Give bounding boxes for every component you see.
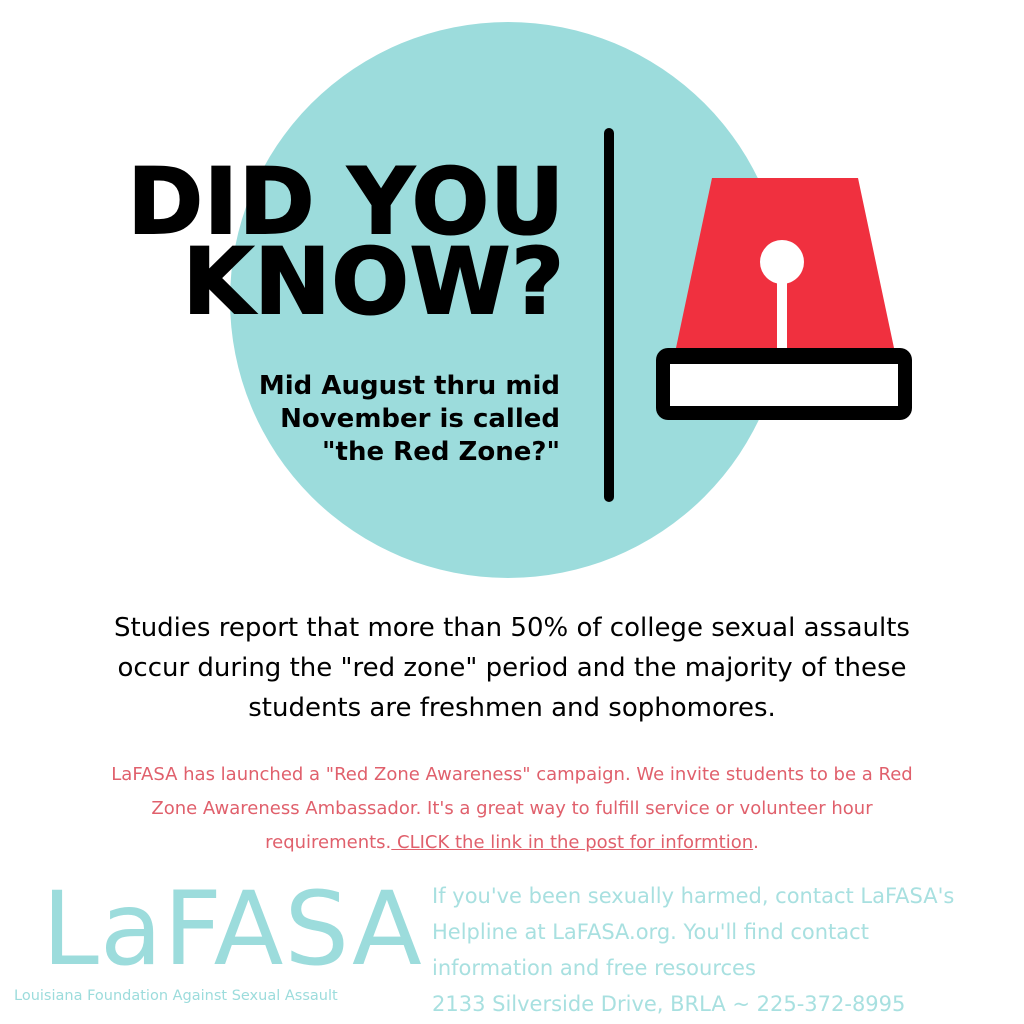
alarm-siren-icon	[650, 170, 920, 432]
subhead-line-3: "the Red Zone?"	[322, 437, 560, 467]
headline	[60, 150, 565, 335]
helpline-line-4: 2133 Silverside Drive, BRLA ~ 225-372-8995	[432, 992, 906, 1016]
campaign-line-1: LaFASA has launched a "Red Zone Awareness" campaign. We invite students to be a Red	[111, 764, 913, 785]
study-statement	[62, 608, 962, 728]
helpline-line-1: If you've been sexually harmed, contact LaFASA's	[432, 884, 955, 908]
campaign-line-3-prefix: requirements.	[265, 832, 392, 853]
headline-line-1: DID YOU	[127, 150, 565, 255]
subhead-line-1: Mid August thru mid	[258, 371, 560, 401]
study-line-1: Studies report that more than 50% of college sexual assaults	[114, 613, 910, 643]
helpline-line-3: information and free resources	[432, 956, 756, 980]
subhead-line-2: November is called	[280, 404, 560, 434]
campaign-info-link[interactable]: CLICK the link in the post for informtion	[391, 832, 754, 853]
helpline-info	[432, 878, 1020, 1022]
lafasa-full-name: Louisiana Foundation Against Sexual Assault	[14, 988, 338, 1004]
campaign-line-3	[22, 826, 1002, 860]
helpline-line-2: Helpline at LaFASA.org. You'll find contact	[432, 920, 869, 944]
vertical-divider	[604, 128, 614, 502]
lafasa-logo: LaFASA	[42, 870, 423, 989]
study-line-2: occur during the "red zone" period and the majority of these	[117, 653, 907, 683]
headline-line-2: KNOW?	[182, 230, 565, 335]
campaign-line-2: Zone Awareness Ambassador. It's a great way to fulfill service or volunteer hour	[151, 798, 873, 819]
campaign-text	[22, 758, 1002, 860]
study-line-3: students are freshmen and sophomores.	[248, 693, 776, 723]
campaign-line-3-suffix: .	[753, 832, 759, 853]
subhead	[180, 370, 560, 469]
